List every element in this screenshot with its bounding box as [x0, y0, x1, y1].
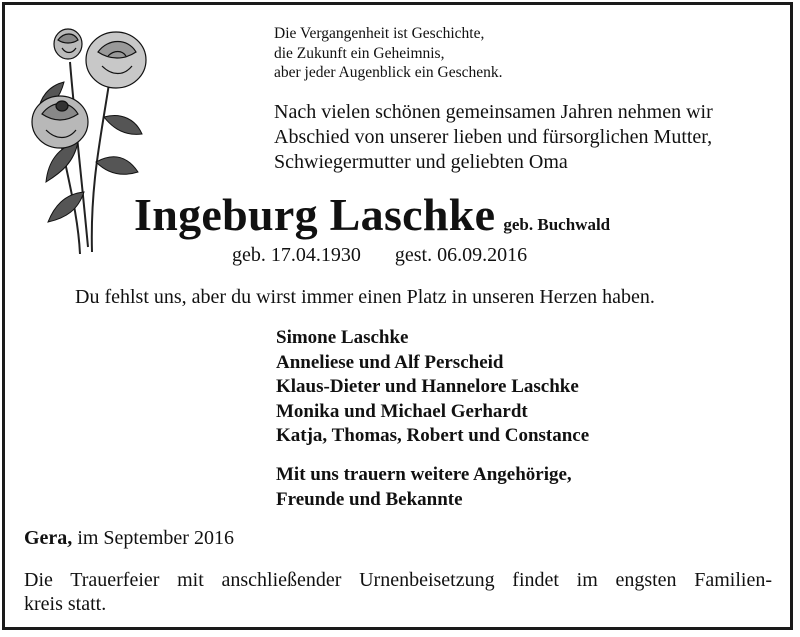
- mourners-list: [276, 326, 589, 449]
- farewell-text: Du fehlst uns, aber du wirst immer einen Platz in unseren Herzen haben.: [75, 286, 655, 308]
- other-mourners-line: Mit uns trauern weitere Angehörige,: [276, 464, 572, 485]
- quote-line: Die Vergangenheit ist Geschichte,: [274, 25, 485, 42]
- other-mourners: [276, 462, 572, 512]
- deceased-heading: [134, 188, 610, 241]
- life-dates: [232, 244, 527, 267]
- deceased-name: Ingeburg Laschke: [134, 189, 496, 240]
- quote: [274, 24, 503, 83]
- birth-date: geb. 17.04.1930: [232, 244, 361, 266]
- death-date: gest. 06.09.2016: [394, 244, 528, 266]
- quote-line: die Zukunft ein Geheimnis,: [274, 44, 445, 62]
- mourner: Monika und Michael Gerhardt: [276, 400, 528, 422]
- place-city: Gera,: [24, 527, 73, 549]
- mourner: Katja, Thomas, Robert und Constance: [276, 425, 590, 446]
- place-date: [24, 527, 234, 550]
- ceremony-line: kreis statt.: [24, 593, 107, 615]
- intro-text: [274, 100, 713, 175]
- mourner: Anneliese und Alf Perscheid: [276, 351, 504, 373]
- intro-line: Nach vielen schönen gemeinsamen Jahren nehmen wir: [274, 101, 713, 123]
- other-mourners-line: Freunde und Bekannte: [276, 489, 463, 510]
- mourner: Simone Laschke: [276, 327, 409, 348]
- ceremony-line: Die Trauerfeier mit anschließender Urnenbeisetzung findet im engsten Familien-: [24, 569, 772, 591]
- quote-line: aber jeder Augenblick ein Geschenk.: [274, 64, 503, 81]
- birth-name: geb. Buchwald: [503, 215, 611, 234]
- place-month: im September 2016: [72, 527, 234, 549]
- ceremony-notice: [24, 568, 772, 616]
- intro-line: Schwiegermutter und geliebten Oma: [274, 151, 568, 173]
- intro-line: Abschied von unserer lieben und fürsorglichen Mutter,: [274, 126, 713, 148]
- mourner: Klaus-Dieter und Hannelore Laschke: [276, 376, 579, 397]
